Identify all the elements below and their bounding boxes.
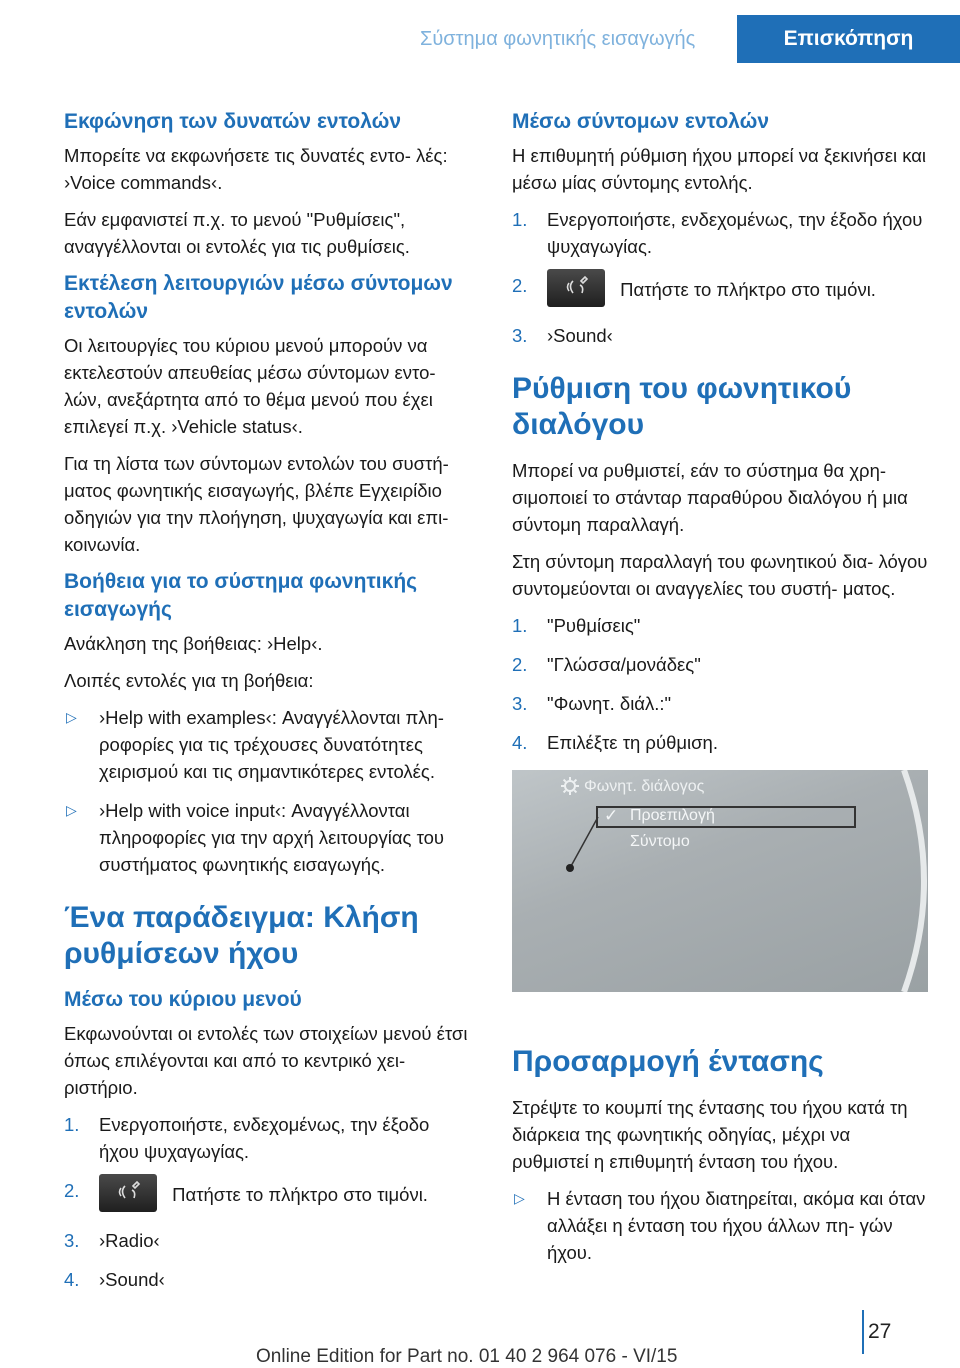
triangle-bullet-icon: ▷ xyxy=(66,802,77,818)
step-text: "Ρυθμίσεις" xyxy=(547,615,641,636)
list-item xyxy=(64,1177,474,1215)
heading-help: Βοήθεια για το σύστημα φωνητικής εισαγωγής xyxy=(64,570,418,621)
volume-bullet-list xyxy=(512,1185,930,1266)
triangle-bullet-icon: ▷ xyxy=(66,709,77,725)
step-number: 3. xyxy=(64,1230,80,1251)
list-item xyxy=(512,1185,930,1266)
step-number: 3. xyxy=(512,325,528,346)
steps-list xyxy=(512,612,930,756)
step-text: Πατήστε το πλήκτρο στο τιμόνι. xyxy=(620,278,876,300)
page-header xyxy=(0,0,960,63)
step-text: ›Sound‹ xyxy=(99,1269,165,1290)
footer-divider xyxy=(862,1310,864,1354)
paragraph: Για τη λίστα των σύντομων εντολών του συστή- ματος φωνητικής εισαγωγής, βλέπε Εγχειρίδιο οδηγιών για την πλοήγηση, ψυχαγωγία και επι- κοινωνία. xyxy=(64,453,449,555)
paragraph: Εκφωνούνται οι εντολές των στοιχείων μενού έτσι όπως επιλέγονται και από το κεντρικό χει- ριστήριο. xyxy=(64,1023,468,1098)
heading-example: Ένα παράδειγμα: Κλήση ρυθμίσεων ήχου xyxy=(64,901,419,970)
check-icon: ✓ xyxy=(604,806,619,825)
steps-list xyxy=(64,1111,474,1293)
step-text: ›Sound‹ xyxy=(547,325,613,346)
page-number: 27 xyxy=(868,1320,892,1343)
paragraph: Μπορεί να ρυθμιστεί, εάν το σύστημα θα χρη- σιμοποιεί το στάνταρ παραθύρου διαλόγου ή μια σύντομη παραλλαγή. xyxy=(512,460,908,535)
header-section-title: Σύστημα φωνητικής εισαγωγής xyxy=(420,28,696,50)
step-number: 1. xyxy=(512,209,528,230)
voice-button-icon xyxy=(99,1174,157,1212)
step-number: 2. xyxy=(64,1180,80,1201)
step-number: 1. xyxy=(64,1114,80,1135)
step-number: 2. xyxy=(512,275,528,296)
list-item-text: ›Help with voice input‹: Αναγγέλλονται πληροφορίες για την αρχή λειτουργίας του συστήματος φωνητικής εισαγωγής. xyxy=(99,800,445,875)
screen-title: Φωνητ. διάλογος xyxy=(584,778,705,795)
step-number: 4. xyxy=(512,732,528,753)
paragraph: Οι λειτουργίες του κύριου μενού μπορούν να εκτελεστούν απευθείας μέσω σύντομων εντο- λών, ανεξάρτητα από το θέμα μενού που έχει επιλεγεί π.χ. ›Vehicle status‹. xyxy=(64,335,436,437)
step-number: 1. xyxy=(512,615,528,636)
paragraph: Η επιθυμητή ρύθμιση ήχου μπορεί να ξεκινήσει και μέσω μίας σύντομης εντολής. xyxy=(512,145,927,193)
step-text: Επιλέξτε τη ρύθμιση. xyxy=(547,732,718,753)
heading-volume: Προσαρμογή έντασης xyxy=(512,1045,824,1078)
heading-voice-commands: Εκφώνηση των δυνατών εντολών xyxy=(64,110,402,133)
list-item xyxy=(512,322,930,349)
triangle-bullet-icon: ▷ xyxy=(514,1190,525,1206)
list-item xyxy=(512,729,930,756)
list-item xyxy=(512,690,930,717)
controller-arc-graphic xyxy=(512,770,928,992)
list-item xyxy=(512,612,930,639)
voice-button-icon xyxy=(547,269,605,307)
list-item-text: Η ένταση του ήχου διατηρείται, ακόμα και όταν αλλάξει η ένταση του ήχου άλλων πη- γών ήχου. xyxy=(547,1188,926,1263)
list-item xyxy=(512,651,930,678)
paragraph: Μπορείτε να εκφωνήσετε τις δυνατές εντο- λές: ›Voice commands‹. xyxy=(64,145,448,193)
paragraph: Στη σύντομη παραλλαγή του φωνητικού δια- λόγου συντομεύονται οι αναγγελίες του συστή- ματος. xyxy=(512,551,928,599)
step-text: ›Radio‹ xyxy=(99,1230,160,1251)
heading-voice-dialog: Ρύθμιση του φωνητικού διαλόγου xyxy=(512,372,852,441)
paragraph: Εάν εμφανιστεί π.χ. το μενού "Ρυθμίσεις", αναγγέλλονται οι εντολές για τις ρυθμίσεις. xyxy=(64,209,410,257)
list-item xyxy=(64,1111,474,1165)
step-text: Πατήστε το πλήκτρο στο τιμόνι. xyxy=(172,1183,428,1205)
step-number: 3. xyxy=(512,693,528,714)
paragraph: Στρέψτε το κουμπί της έντασης του ήχου κατά τη διάρκεια της φωνητικής οδηγίας, μέχρι να ρυθμιστεί η επιθυμητή ένταση του ήχου. xyxy=(512,1097,908,1172)
header-tab-overview[interactable]: Επισκόπηση xyxy=(737,15,960,63)
screen-option-default-label: Προεπιλογή xyxy=(630,807,715,824)
list-item xyxy=(64,1266,474,1293)
heading-short-commands: Εκτέλεση λειτουργιών μέσω σύντομων εντολών xyxy=(64,272,453,323)
heading-short-commands-sound: Μέσω σύντομων εντολών xyxy=(512,110,769,133)
idrive-screen-image xyxy=(512,770,928,992)
step-number: 4. xyxy=(64,1269,80,1290)
step-text: "Γλώσσα/μονάδες" xyxy=(547,654,701,675)
list-item xyxy=(512,272,930,310)
step-text: Ενεργοποιήστε, ενδεχομένως, την έξοδο ήχου ψυχαγωγίας. xyxy=(99,1114,430,1162)
step-text: "Φωνητ. διάλ.:" xyxy=(547,693,672,714)
page-footer xyxy=(0,1310,960,1367)
list-item-text: ›Help with examples‹: Αναγγέλλονται πλη- ροφορίες για τις τρέχουσες δυνατότητες χειρισμού και τις σημαντικότερες εντολές. xyxy=(99,707,444,782)
list-item xyxy=(512,206,930,260)
help-bullet-list xyxy=(64,704,474,878)
left-column xyxy=(64,100,474,1305)
step-text: Ενεργοποιήστε, ενδεχομένως, την έξοδο ήχου ψυχαγωγίας. xyxy=(547,209,923,257)
heading-main-menu: Μέσω του κύριου μενού xyxy=(64,988,302,1011)
list-item xyxy=(64,797,474,878)
list-item xyxy=(64,1227,474,1254)
edition-text: Online Edition for Part no. 01 40 2 964 076 - VI/15 xyxy=(256,1346,678,1367)
list-item xyxy=(64,704,474,785)
step-number: 2. xyxy=(512,654,528,675)
steps-list xyxy=(512,206,930,349)
screen-option-short[interactable]: Σύντομο xyxy=(630,833,690,850)
right-column xyxy=(512,100,930,1278)
paragraph: Ανάκληση της βοήθειας: ›Help‹. xyxy=(64,633,323,654)
paragraph: Λοιπές εντολές για τη βοήθεια: xyxy=(64,670,314,691)
